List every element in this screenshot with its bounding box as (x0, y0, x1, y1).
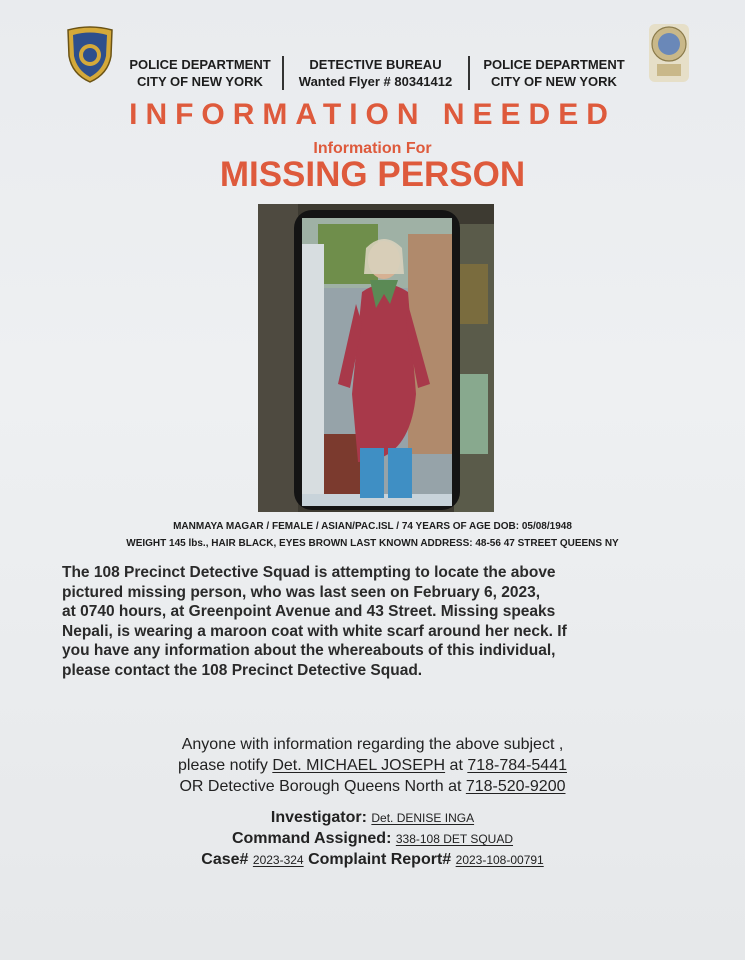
nypd-seal-icon (643, 22, 695, 84)
borough-label: OR Detective Borough Queens North at (179, 778, 462, 795)
narrative-line: please contact the 108 Precinct Detective Squad. (62, 661, 423, 679)
header-left-line1: POLICE DEPARTMENT (129, 57, 271, 72)
header-right (469, 56, 639, 90)
contact-intro: Anyone with information regarding the above subject , (181, 736, 564, 753)
case-number: 2023-324 (252, 853, 304, 867)
information-for-subtitle: Information For (313, 140, 432, 157)
missing-person-headline: MISSING PERSON (219, 155, 526, 194)
header-center-line1: DETECTIVE BUREAU (309, 57, 442, 72)
investigator-name: Det. DENISE INGA (371, 811, 475, 825)
case-label: Case# (201, 851, 249, 868)
header-center (283, 56, 468, 90)
narrative-line: The 108 Precinct Detective Squad is attempting to locate the above (62, 564, 556, 581)
complaint-label: Complaint Report# (308, 851, 452, 868)
investigator-label: Investigator: (270, 809, 367, 826)
at-label: at (449, 757, 463, 774)
contact-detective-line (0, 757, 745, 775)
header-right-line2: CITY OF NEW YORK (491, 74, 617, 89)
case-line (0, 851, 745, 869)
narrative-line: Nepali, is wearing a maroon coat with white scarf around her neck. If (62, 622, 567, 640)
command-assigned: 338-108 DET SQUAD (395, 832, 514, 846)
investigator-line (0, 809, 745, 827)
narrative-line: pictured missing person, who was last seen on February 6, 2023, (62, 583, 541, 601)
information-needed-title: INFORMATION NEEDED (129, 98, 616, 131)
header-left-line2: CITY OF NEW YORK (137, 74, 263, 89)
detective-name: Det. MICHAEL JOSEPH (272, 757, 446, 774)
command-line (0, 830, 745, 848)
wanted-flyer-number: Wanted Flyer # 80341412 (298, 74, 453, 89)
header-left (118, 56, 282, 90)
contact-borough-line (0, 778, 745, 796)
nypd-badge-icon (64, 26, 116, 84)
command-label: Command Assigned: (231, 830, 392, 847)
header-right-line1: POLICE DEPARTMENT (483, 57, 625, 72)
notify-label: please notify (178, 757, 268, 774)
subject-description-line1: MANMAYA MAGAR / FEMALE / ASIAN/PAC.ISL / 74 YEARS OF AGE DOB: 05/08/1948 (173, 521, 572, 532)
borough-phone: 718-520-9200 (465, 778, 566, 795)
narrative-line: you have any information about the whereabouts of this individual, (62, 642, 556, 659)
missing-person-photo (258, 204, 494, 512)
detective-phone: 718-784-5441 (467, 757, 567, 774)
narrative-line: at 0740 hours, at Greenpoint Avenue and 43 Street. Missing speaks (62, 603, 556, 620)
complaint-number: 2023-108-00791 (455, 853, 544, 867)
case-narrative (62, 563, 702, 680)
subject-description-line2: WEIGHT 145 lbs., HAIR BLACK, EYES BROWN LAST KNOWN ADDRESS: 48-56 47 STREET QUEENS NY (126, 538, 619, 549)
